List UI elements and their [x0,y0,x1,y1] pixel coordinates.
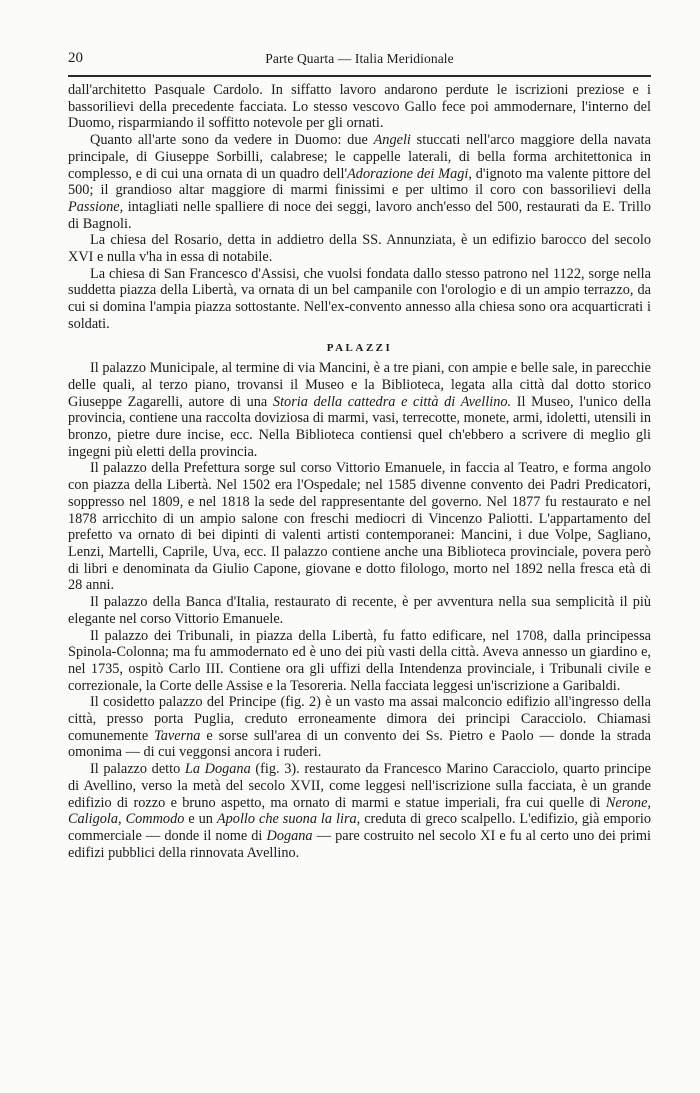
paragraph-10 [68,761,651,861]
paragraph-2 [68,132,651,232]
text-run: e sorse sull'area di un convento dei Ss. Pietro e Paolo — donde la strada omonima — di cui veggonsi ancora i ruderi. [68,727,651,761]
text-run: intagliati nelle spalliere di noce dei seggi, lavoro anch'esso del 500, restaurati da E. Trillo di Bagnoli. [68,198,651,232]
text-run: Il cosidetto palazzo del Principe (fig. 2) è un vasto ma assai malconcio edifizio all'ingresso della città, presso porta Puglia, creduto erroneamente dimora dei principi Caracciolo. Chiamasi comunemente [68,694,651,744]
paragraph-1 [68,82,651,132]
italic-text: Passione, [68,198,124,215]
paragraph-5 [68,360,651,460]
paragraph-8 [68,628,651,695]
text-run: La chiesa del Rosario, detta in addietro della SS. Annunziata, è un edifizio barocco del secolo XVI e nulla v'ha in essa di notabile. [68,232,651,266]
page-body [68,82,651,861]
text-run: Il palazzo detto [90,761,185,778]
text-run: stuccati nell'arco maggiore della navata principale, di Giuseppe Sorbilli, calabrese; le cappelle laterali, di bella forma architettonica in complesso, e di cui una ornata di un quadro dell' [68,132,651,182]
italic-text: Storia della cattedra e città di Avellino. [272,393,512,410]
section-heading: PALAZZI [326,341,393,354]
italic-text: Dogana [266,827,313,844]
text-run: Quanto all'arte sono da vedere in Duomo: due [90,132,374,149]
paragraph-3 [68,232,651,265]
text-run: Il palazzo della Prefettura sorge sul corso Vittorio Emanuele, in faccia al Teatro, e forma angolo con piazza della Libertà. Nel 1502 era l'Ospedale; nel 1585 divenne convento dei Padri Predicatori, soppresso nel 1809, e nel 1818 la sede del rappresentante del governo. Nel 1877 fu restaurato e nel 1878 arricchito di un ampio salone con freschi mediocri di Vincenzo Paliotti. L'appartamento del prefetto va ornato di bei dipinti di valenti artisti contemporanei: Mancini, i due Volpe, Sagliano, Lenzi, Martelli, Caprile, Uva, ecc. Il palazzo contiene anche una Biblioteca provinciale, povera però di libri e denominata da Giulio Capone, giovane e dotto filologo, morto nel 1892 nella fresca età di 28 anni. [68,460,651,594]
text-run: Il Museo, l'unico della provincia, contiene una raccolta doviziosa di marmi, vasi, terrecotte, monete, armi, idoletti, utensili in bronzo, pietre dure incise, ecc. Nella Biblioteca contiensi quel ch'ebbero a scrivere di meglio gli ingegni più eletti della provincia. [68,393,651,460]
text-run: Il palazzo della Banca d'Italia, restaurato di recente, è per avventura nella sua semplicità il più elegante nel corso Vittorio Emanuele. [68,594,651,627]
italic-text: Nerone, Caligola, Commodo [68,794,651,828]
page-header [68,50,651,72]
text-run: e un [184,811,217,828]
italic-text: Adorazione dei Magi, [347,165,472,182]
paragraph-9 [68,694,651,761]
text-run: creduta di greco scalpello. L'edifizio, già emporio commerciale — donde il nome di [68,811,651,844]
text-run: dall'architetto Pasquale Cardolo. In siffatto lavoro andarono perdute le iscrizioni preziose e i bassorilievi della precedente facciata. Lo stesso vescovo Gallo fece poi ammodernare, l'interno del Duomo, risparmiando il soffitto notevole per gli ornati. [68,82,651,132]
italic-text: Angeli [373,132,411,149]
text-run: (fig. 3). restaurato da Francesco Marino Caracciolo, quarto principe di Avellino, verso la metà del secolo XVII, come leggesi nell'iscrizione sulla facciata, è un grande edifizio di rozzo e bruno aspetto, ma ornato di marmi e statue imperiali, fra cui quelle di [68,761,651,811]
text-run: Il palazzo dei Tribunali, in piazza della Libertà, fu fatto edificare, nel 1708, dalla principessa Spinola-Colonna; ma fu ammodernato ed è uno dei più vasti della città. Aveva annesso un giardino e, nel 1735, ospitò Carlo III. Contiene ora gli uffizi della Intendenza provinciale, i Tribunali civile e correzionale, la Corte delle Assise e la Tesoreria. Nella facciata leggesi un'iscrizione a Garibaldi. [68,627,651,694]
text-run: — pare costruito nel secolo XI e fu al certo uno dei primi edifizi pubblici della rinnovata Avellino. [68,827,651,861]
text-run: Il palazzo Municipale, al termine di via Mancini, è a tre piani, con ampie e belle sale, in parecchie delle quali, al terzo piano, trovansi il Museo e la Biblioteca, legata alla città dal dotto storico Giuseppe Zagarelli, autore di una [68,360,651,410]
page-number: 20 [68,50,83,66]
paragraph-6 [68,460,651,594]
paragraph-7 [68,594,651,627]
italic-text: Apollo che suona la lira, [216,811,361,828]
italic-text: La Dogana [184,761,251,778]
text-run: La chiesa di San Francesco d'Assisi, che vuolsi fondata dallo stesso patrono nel 1122, sorge nella suddetta piazza della Libertà, va ornata di un bel campanile con l'orologio e di un ampio terrazzo, da cui si domina l'ampia piazza sottostante. Nell'ex-convento annesso alla chiesa sono ora acquarticrati i soldati. [68,265,651,332]
header-rule [68,75,651,77]
italic-text: Taverna [154,727,201,744]
text-run: d'ignoto ma valente pittore del 500; il grandioso altar maggiore di marmi finissimi e per ultimo il coro con bassorilievi della [68,165,651,199]
running-title: Parte Quarta — Italia Meridionale [265,51,454,66]
paragraph-4 [68,266,651,333]
